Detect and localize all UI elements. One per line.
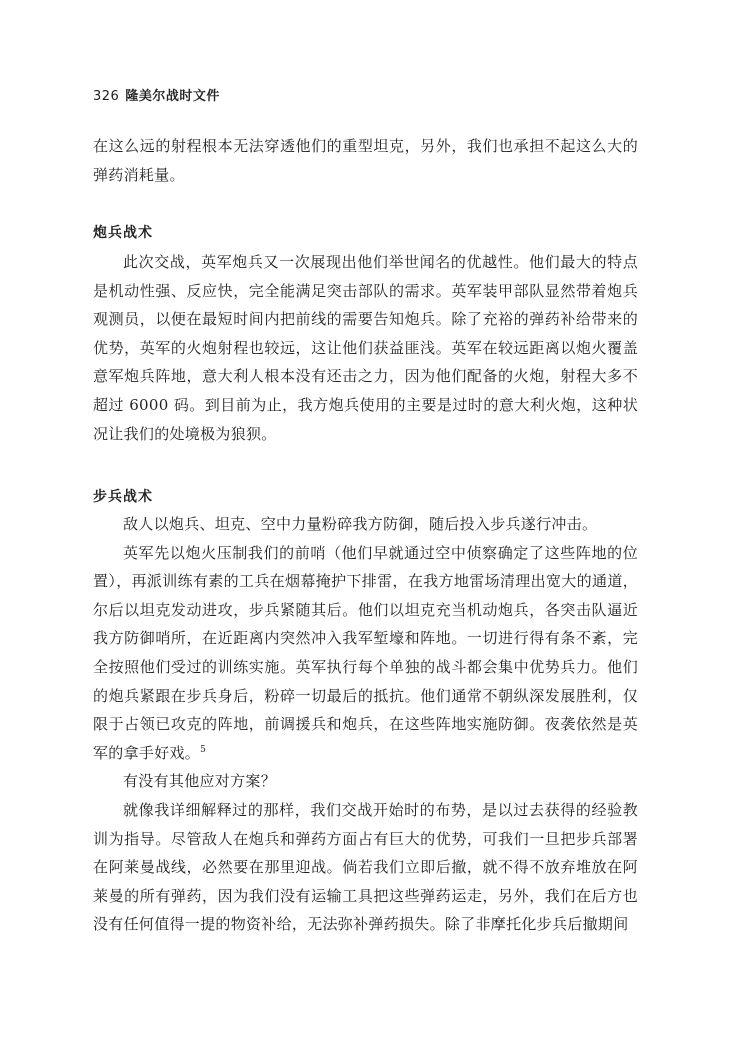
page-number: 326 [93, 89, 120, 104]
paragraph-with-footnote [93, 539, 638, 768]
paragraph-text: 英军先以炮火压制我们的前哨（他们早就通过空中侦察确定了这些阵地的位置），再派训练有素的工兵在烟幕掩护下排雷，在我方地雷场清理出宽大的通道，尔后以坦克发动进攻，步兵紧随其后。他们以坦克充当机动炮兵，各突击队逼近我方防御哨所，在近距离内突然冲入我军堑壕和阵地。一切进行得有条不紊，完全按照他们受过的训练实施。英军执行每个单独的战斗都会集中优势兵力。他们的炮兵紧跟在步兵身后，粉碎一切最后的抵抗。他们通常不朝纵深发展胜利，仅限于占领已攻克的阵地，前调援兵和炮兵，在这些阵地实施防御。夜袭依然是英军的拿手好戏。 [93, 543, 638, 762]
section-heading-artillery: 炮兵战术 [93, 225, 153, 241]
paragraph: 就像我详细解释过的那样，我们交战开始时的布势，是以过去获得的经验教训为指导。尽管敌人在炮兵和弹药方面占有巨大的优势，可我们一旦把步兵部署在阿莱曼战线，必然要在那里迎战。倘若我们立即后撤，就不得不放弃堆放在阿莱曼的所有弹药，因为我们没有运输工具把这些弹药运走，另外，我们在后方也没有任何值得一提的物资补给，无法弥补弹药损失。除了非摩托化步兵后撤期间 [93, 800, 638, 934]
paragraph: 此次交战，英军炮兵又一次展现出他们举世闻名的优越性。他们最大的特点是机动性强、反应快，完全能满足突击部队的需求。英军装甲部队显然带着炮兵观测员，以便在最短时间内把前线的需要告知炮兵。除了充裕的弹药补给带来的优势，英军的火炮射程也较远，这让他们获益匪浅。英军在较远距离以炮火覆盖意军炮兵阵地，意大利人根本没有还击之力，因为他们配备的火炮，射程大多不超过 6000 码。到目前为止，我方炮兵使用的主要是过时的意大利火炮，这种状况让我们的处境极为狼狈。 [93, 253, 638, 443]
running-header [93, 85, 220, 104]
book-title: 隆美尔战时文件 [125, 89, 220, 104]
infantry-section-body [93, 510, 638, 939]
opening-paragraph-block [93, 132, 638, 189]
artillery-section-body [93, 248, 638, 448]
section-heading-infantry: 步兵战术 [93, 489, 153, 505]
paragraph: 在这么远的射程根本无法穿透他们的重型坦克，另外，我们也承担不起这么大的弹药消耗量。 [93, 137, 638, 184]
paragraph: 敌人以炮兵、坦克、空中力量粉碎我方防御，随后投入步兵遂行冲击。 [123, 515, 598, 533]
footnote-marker[interactable]: 5 [200, 744, 207, 755]
paragraph: 有没有其他应对方案？ [123, 772, 277, 791]
